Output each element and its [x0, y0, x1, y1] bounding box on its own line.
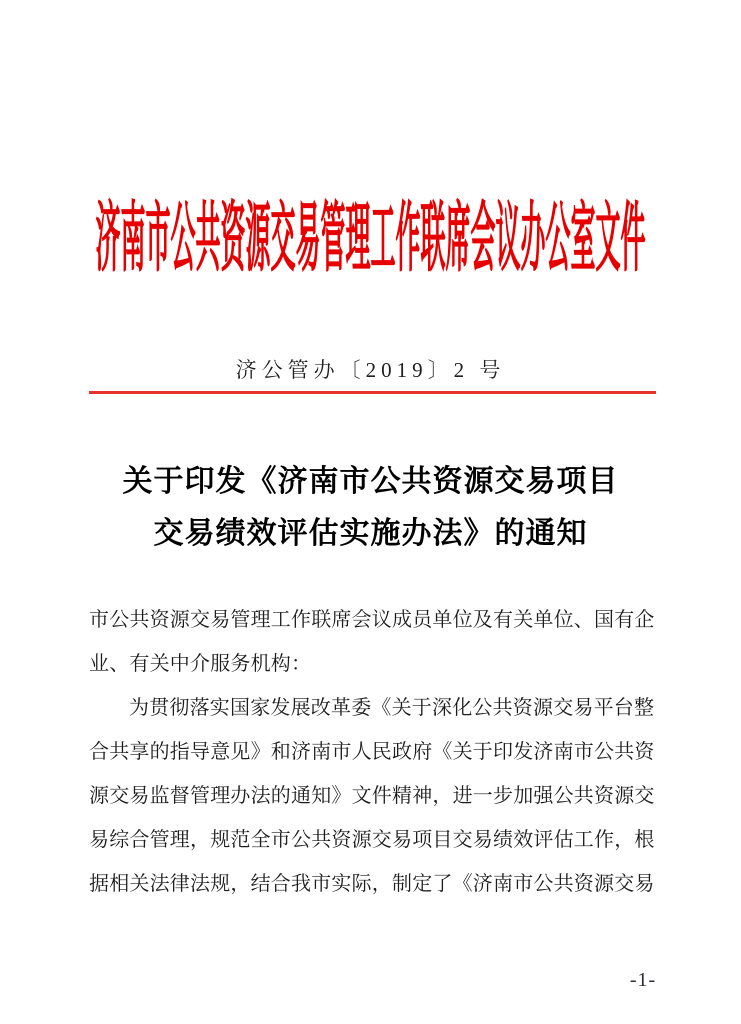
org-title: 济南市公共资源交易管理工作联席会议办公室文件 [95, 199, 646, 283]
document-body [89, 598, 656, 906]
document-number: 济公管办〔2019〕2 号 [235, 358, 506, 382]
paragraph-line-4: 易综合管理，规范全市公共资源交易项目交易绩效评估工作，根 [89, 829, 655, 851]
red-letterhead [0, 199, 741, 283]
salutation-line-2: 业、有关中介服务机构： [89, 653, 312, 675]
red-divider-line [89, 391, 656, 394]
salutation-line-1: 市公共资源交易管理工作联席会议成员单位及有关单位、国有企 [89, 609, 655, 631]
document-title-line-1: 关于印发《济南市公共资源交易项目 [122, 465, 619, 498]
paragraph-line-5: 据相关法律法规，结合我市实际，制定了《济南市公共资源交易 [89, 873, 655, 895]
document-title [0, 456, 741, 560]
page-number: -1- [629, 969, 657, 991]
paragraph-line-2: 合共享的指导意见》和济南市人民政府《关于印发济南市公共资 [89, 741, 655, 763]
paragraph-line-1: 为贯彻落实国家发展改革委《关于深化公共资源交易平台整 [129, 697, 655, 719]
document-title-line-2: 交易绩效评估实施办法》的通知 [153, 517, 588, 550]
paragraph-line-3: 源交易监督管理办法的通知》文件精神，进一步加强公共资源交 [89, 785, 655, 807]
